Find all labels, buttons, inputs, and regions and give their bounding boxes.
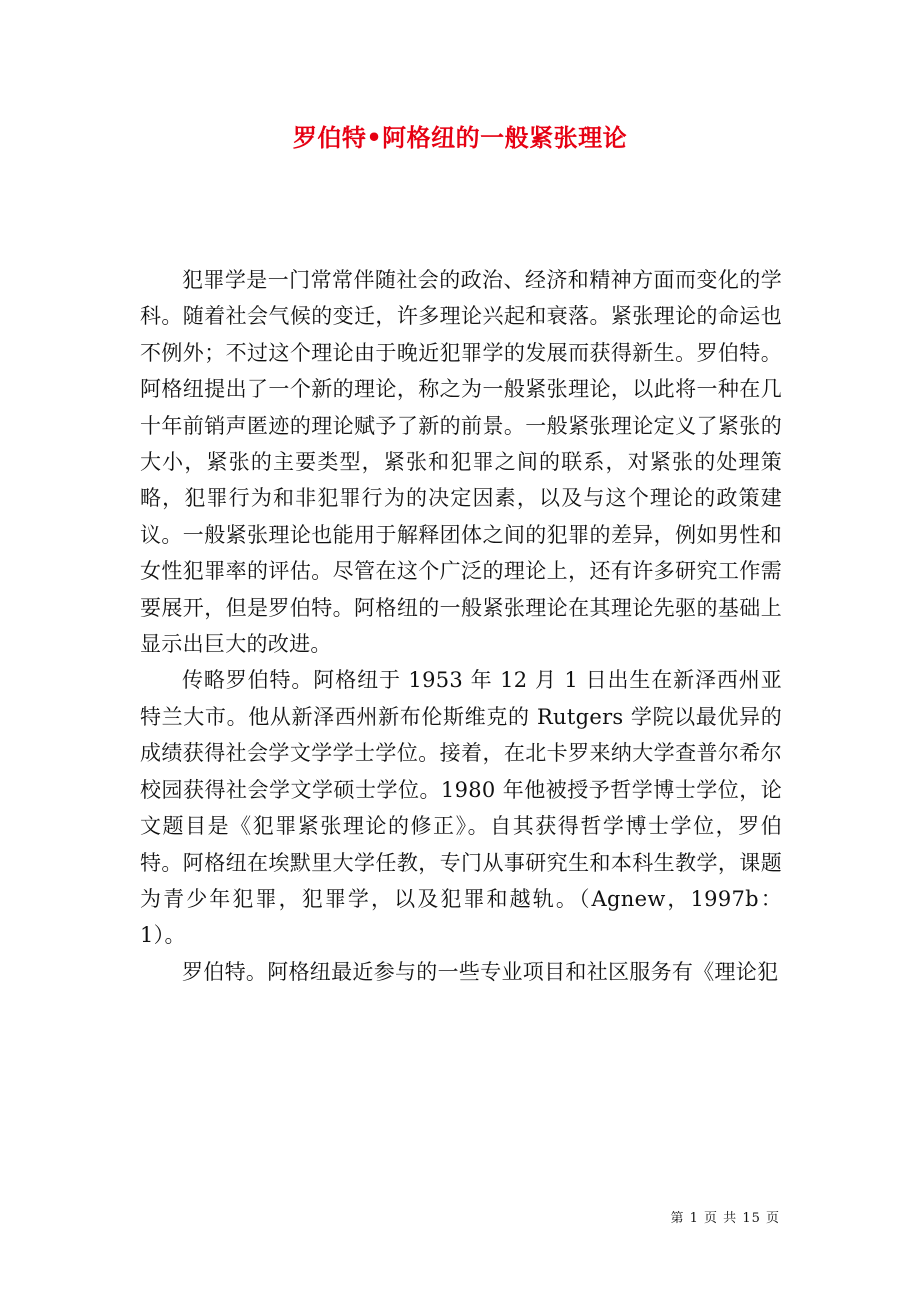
paragraph-biography: 传略罗伯特。阿格纽于 1953 年 12 月 1 日出生在新泽西州亚特兰大市。他从新泽西州新布伦斯维克的 Rutgers 学院以最优异的成绩获得社会学文学学士学位。接着，在北卡罗来纳大学查普尔希尔校园获得社会学文学硕士学位。1980 年他被授予哲学博士学位，论文题目是《犯罪紧张理论的修正》。自其获得哲学博士学位，罗伯特。阿格纽在埃默里大学任教，专门从事研究生和本科生教学，课题为青少年犯罪，犯罪学，以及犯罪和越轨。（Agnew，1997b：1）。: [140, 668, 782, 948]
document-title: 罗伯特•阿格纽的一般紧张理论: [292, 123, 628, 152]
page-number: 第 1 页 共 15 页: [670, 1211, 780, 1226]
paragraph-intro: 犯罪学是一门常常伴随社会的政治、经济和精神方面而变化的学科。随着社会气候的变迁，许多理论兴起和衰落。紧张理论的命运也不例外；不过这个理论由于晚近犯罪学的发展而获得新生。罗伯特。阿格纽提出了一个新的理论，称之为一般紧张理论，以此将一种在几十年前销声匿迹的理论赋予了新的前景。一般紧张理论定义了紧张的大小，紧张的主要类型，紧张和犯罪之间的联系，对紧张的处理策略，犯罪行为和非犯罪行为的决定因素，以及与这个理论的政策建议。一般紧张理论也能用于解释团体之间的犯罪的差异，例如男性和女性犯罪率的评估。尽管在这个广泛的理论上，还有许多研究工作需要展开，但是罗伯特。阿格纽的一般紧张理论在其理论先驱的基础上显示出巨大的改进。: [140, 268, 782, 657]
paragraph-activities: 罗伯特。阿格纽最近参与的一些专业项目和社区服务有《理论犯: [182, 959, 779, 984]
document-body: [140, 262, 782, 990]
